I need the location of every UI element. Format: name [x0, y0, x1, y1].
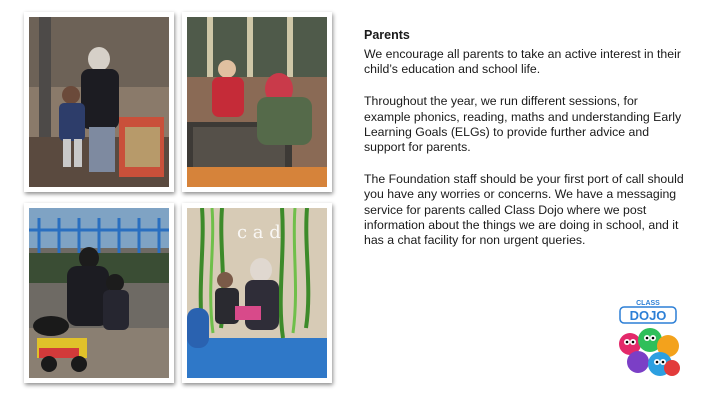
photo-image: [29, 208, 169, 378]
photo-image: [187, 17, 327, 187]
photo-playground: [24, 203, 174, 383]
photo-parent-child-outdoors: [24, 12, 174, 192]
photo-sand-tray-activity: [182, 12, 332, 192]
photo-image: [187, 208, 327, 378]
section-heading: Parents: [364, 28, 410, 42]
paragraph-interest: We encourage all parents to take an active interest in their child’s education and school life.: [364, 47, 681, 77]
paragraph-class-dojo: The Foundation staff should be your first port of call should you have any worries or concerns. We have a messaging service for parents called Class Dojo where we post information about the things we are doing in school, and it has a chat facility for non urgent queries.: [364, 172, 684, 248]
photo-image: [29, 17, 169, 187]
class-dojo-logo: [610, 294, 686, 386]
logo-text-class: CLASS: [636, 300, 660, 307]
photo-reading-corner: [182, 203, 332, 383]
svg-text:c a d: c a d: [237, 222, 281, 243]
paragraph-sessions: Throughout the year, we run different sessions, for example phonics, reading, maths and understanding Early Learning Goals (ELGs) to provide further advice and support for parents.: [364, 94, 682, 155]
logo-text-dojo: DOJO: [629, 308, 667, 323]
parents-text-block: [364, 28, 686, 265]
